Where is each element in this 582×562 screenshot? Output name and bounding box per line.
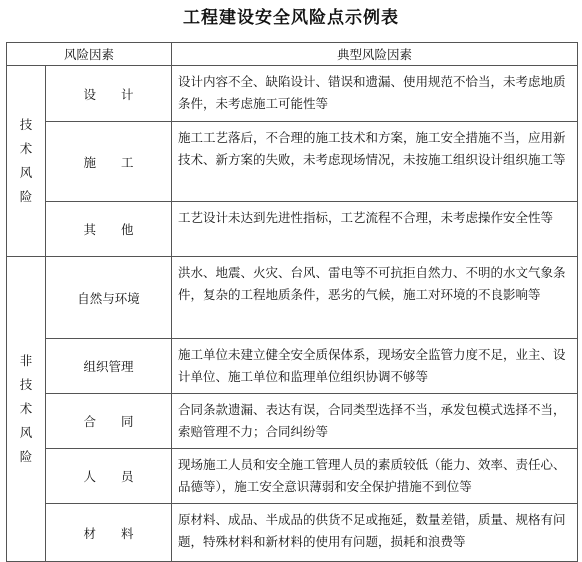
category-cell (7, 257, 46, 562)
description-cell: 施工工艺落后，不合理的施工技术和方案，施工安全措施不当，应用新技术、新方案的失败，未考虑现场情况，未按施工组织设计组织施工等 (172, 122, 578, 202)
factor-cell: 设 计 (46, 66, 172, 122)
factor-cell: 合 同 (46, 394, 172, 449)
table-row (7, 394, 578, 449)
description-cell: 工艺设计未达到先进性指标，工艺流程不合理，未考虑操作安全性等 (172, 202, 578, 257)
table-row (7, 504, 578, 562)
table-row (7, 122, 578, 202)
factor-cell: 自然与环境 (46, 257, 172, 339)
description-cell: 合同条款遗漏、表达有误，合同类型选择不当，承发包模式选择不当，索赔管理不力；合同纠纷等 (172, 394, 578, 449)
header-factor: 风险因素 (7, 43, 172, 66)
factor-cell: 材 料 (46, 504, 172, 562)
factor-cell: 人 员 (46, 449, 172, 504)
description-cell: 设计内容不全、缺陷设计、错误和遗漏、使用规范不恰当，未考虑地质条件，未考虑施工可能性等 (172, 66, 578, 122)
header-row (7, 43, 578, 66)
description-cell: 原材料、成品、半成品的供货不足或拖延，数量差错，质量、规格有问题，特殊材料和新材料的使用有问题，损耗和浪费等 (172, 504, 578, 562)
description-cell: 现场施工人员和安全施工管理人员的素质较低（能力、效率、责任心、品德等），施工安全意识薄弱和安全保护措施不到位等 (172, 449, 578, 504)
table-row (7, 66, 578, 122)
category-label: 非技术风险 (19, 353, 33, 464)
table-row (7, 257, 578, 339)
category-label: 技术风险 (19, 117, 33, 204)
table-row (7, 339, 578, 394)
header-typical: 典型风险因素 (172, 43, 578, 66)
table-row (7, 202, 578, 257)
description-cell: 施工单位未建立健全安全质保体系，现场安全监管力度不足，业主、设计单位、施工单位和监理单位组织协调不够等 (172, 339, 578, 394)
factor-cell: 施 工 (46, 122, 172, 202)
category-cell (7, 66, 46, 257)
factor-cell: 组织管理 (46, 339, 172, 394)
risk-table (6, 42, 578, 562)
table-row (7, 449, 578, 504)
description-cell: 洪水、地震、火灾、台风、雷电等不可抗拒自然力、不明的水文气象条件，复杂的工程地质条件，恶劣的气候，施工对环境的不良影响等 (172, 257, 578, 339)
table-title: 工程建设安全风险点示例表 (183, 8, 399, 28)
factor-cell: 其 他 (46, 202, 172, 257)
